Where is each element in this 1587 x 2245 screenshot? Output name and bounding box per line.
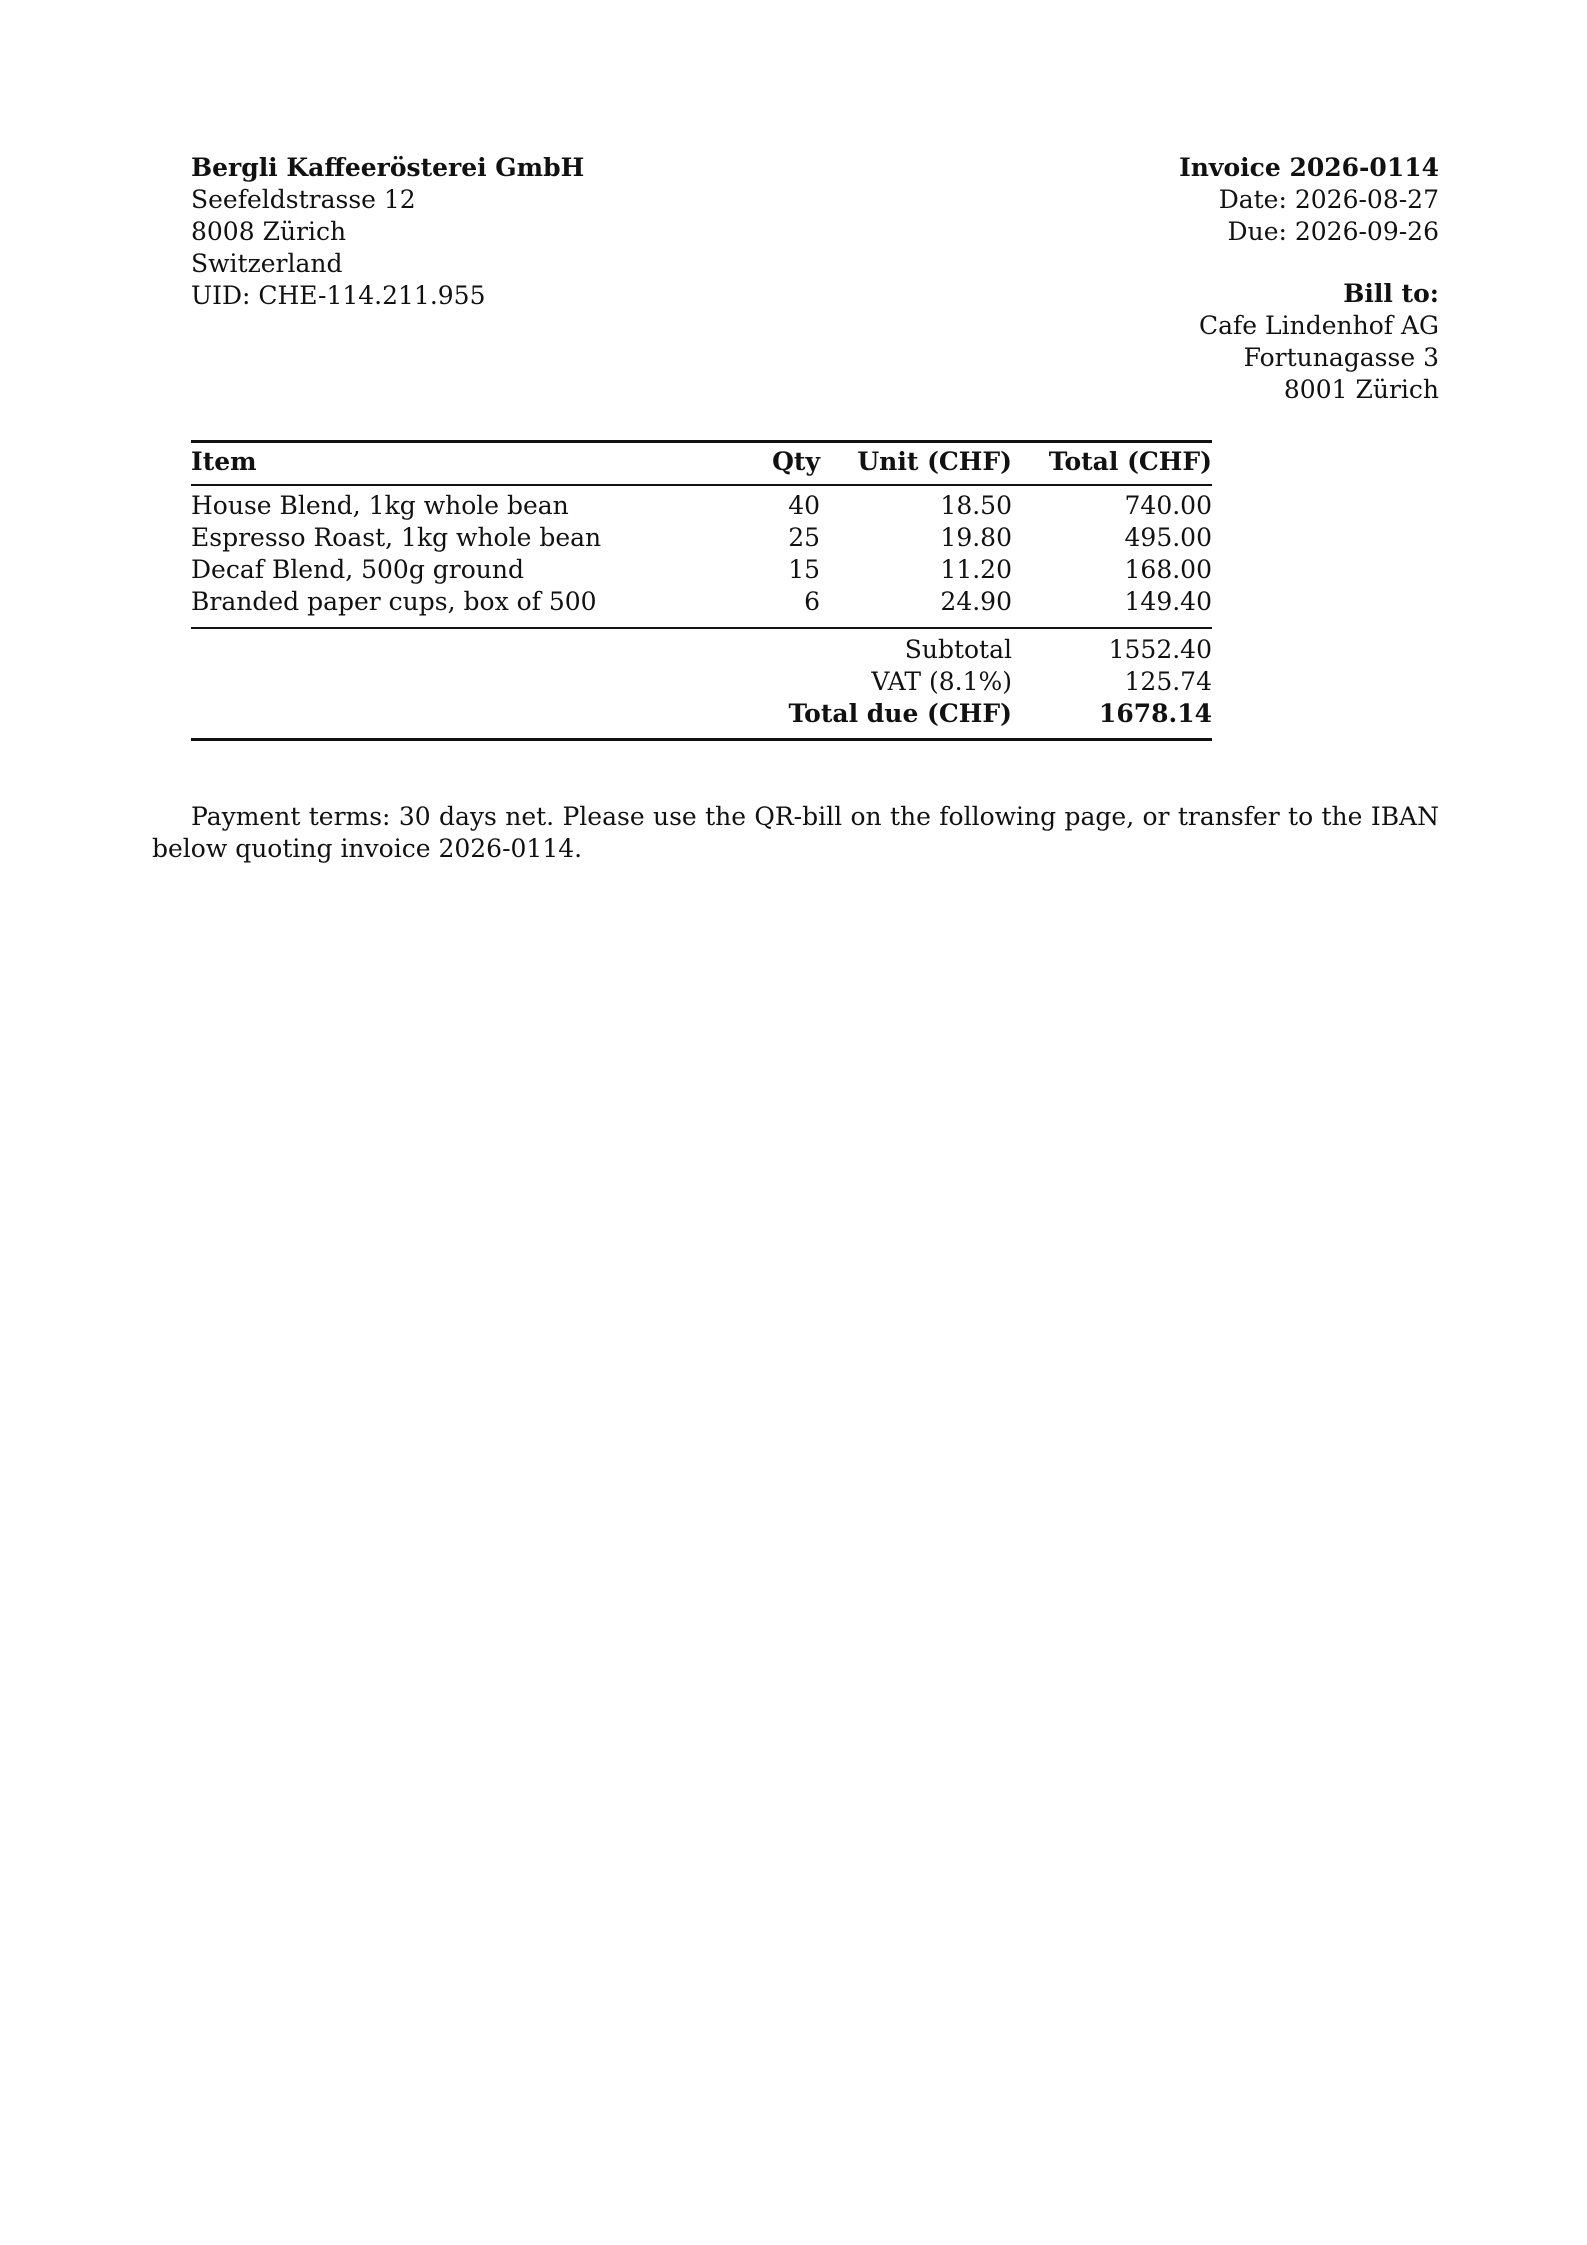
row-total: 740.00 bbox=[1124, 491, 1212, 520]
table-bottom-rule bbox=[191, 738, 1212, 741]
seller-country: Switzerland bbox=[191, 249, 343, 278]
subtotal-label: Subtotal bbox=[904, 635, 1012, 664]
vat-label: VAT (8.1%) bbox=[871, 667, 1012, 696]
seller-street: Seefeldstrasse 12 bbox=[191, 185, 416, 214]
row-qty: 6 bbox=[804, 587, 820, 616]
seller-city: 8008 Zürich bbox=[191, 217, 347, 246]
row-total: 168.00 bbox=[1124, 555, 1212, 584]
bill-to-label: Bill to: bbox=[1343, 279, 1439, 308]
table-body-rule bbox=[191, 627, 1212, 629]
subtotal-row bbox=[191, 634, 1212, 666]
row-item: House Blend, 1kg whole bean bbox=[191, 491, 569, 520]
bill-to-address bbox=[1199, 278, 1439, 406]
invoice-meta bbox=[1179, 152, 1439, 248]
table-row bbox=[191, 522, 1212, 554]
header-total: Total (CHF) bbox=[1048, 447, 1212, 476]
invoice-date: Date: 2026-08-27 bbox=[1218, 185, 1439, 214]
row-unit: 18.50 bbox=[940, 491, 1012, 520]
row-qty: 40 bbox=[788, 491, 820, 520]
row-qty: 15 bbox=[788, 555, 820, 584]
table-header-row bbox=[191, 446, 1212, 478]
total-due-label: Total due (CHF) bbox=[788, 699, 1012, 728]
row-item: Espresso Roast, 1kg whole bean bbox=[191, 523, 602, 552]
row-total: 149.40 bbox=[1124, 587, 1212, 616]
row-item: Branded paper cups, box of 500 bbox=[191, 587, 597, 616]
seller-address bbox=[191, 152, 584, 312]
bill-to-city: 8001 Zürich bbox=[1283, 375, 1439, 404]
header-qty: Qty bbox=[772, 447, 820, 476]
row-qty: 25 bbox=[788, 523, 820, 552]
row-unit: 24.90 bbox=[940, 587, 1012, 616]
subtotal-value: 1552.40 bbox=[1108, 635, 1212, 664]
table-row bbox=[191, 554, 1212, 586]
seller-name: Bergli Kaffeerösterei GmbH bbox=[191, 153, 585, 182]
bill-to-name: Cafe Lindenhof AG bbox=[1198, 311, 1439, 340]
total-due-value: 1678.14 bbox=[1098, 699, 1212, 728]
total-due-row bbox=[191, 698, 1212, 730]
row-total: 495.00 bbox=[1124, 523, 1212, 552]
header-item: Item bbox=[191, 447, 257, 476]
invoice-due: Due: 2026-09-26 bbox=[1227, 217, 1439, 246]
seller-uid: UID: CHE-114.211.955 bbox=[191, 281, 486, 310]
header-unit: Unit (CHF) bbox=[857, 447, 1012, 476]
table-top-rule bbox=[191, 440, 1212, 443]
table-row bbox=[191, 586, 1212, 618]
row-item: Decaf Blend, 500g ground bbox=[191, 555, 524, 584]
row-unit: 11.20 bbox=[940, 555, 1012, 584]
vat-row bbox=[191, 666, 1212, 698]
invoice-title: Invoice 2026-0114 bbox=[1179, 153, 1439, 182]
table-row bbox=[191, 490, 1212, 522]
table-header-rule bbox=[191, 484, 1212, 486]
payment-terms: Payment terms: 30 days net. Please use the QR-bill on the following page, or transfer to the IBAN below quoting invoice 2026-0114. bbox=[152, 802, 1439, 863]
bill-to-street: Fortunagasse 3 bbox=[1243, 343, 1439, 372]
vat-value: 125.74 bbox=[1124, 667, 1212, 696]
row-unit: 19.80 bbox=[940, 523, 1012, 552]
